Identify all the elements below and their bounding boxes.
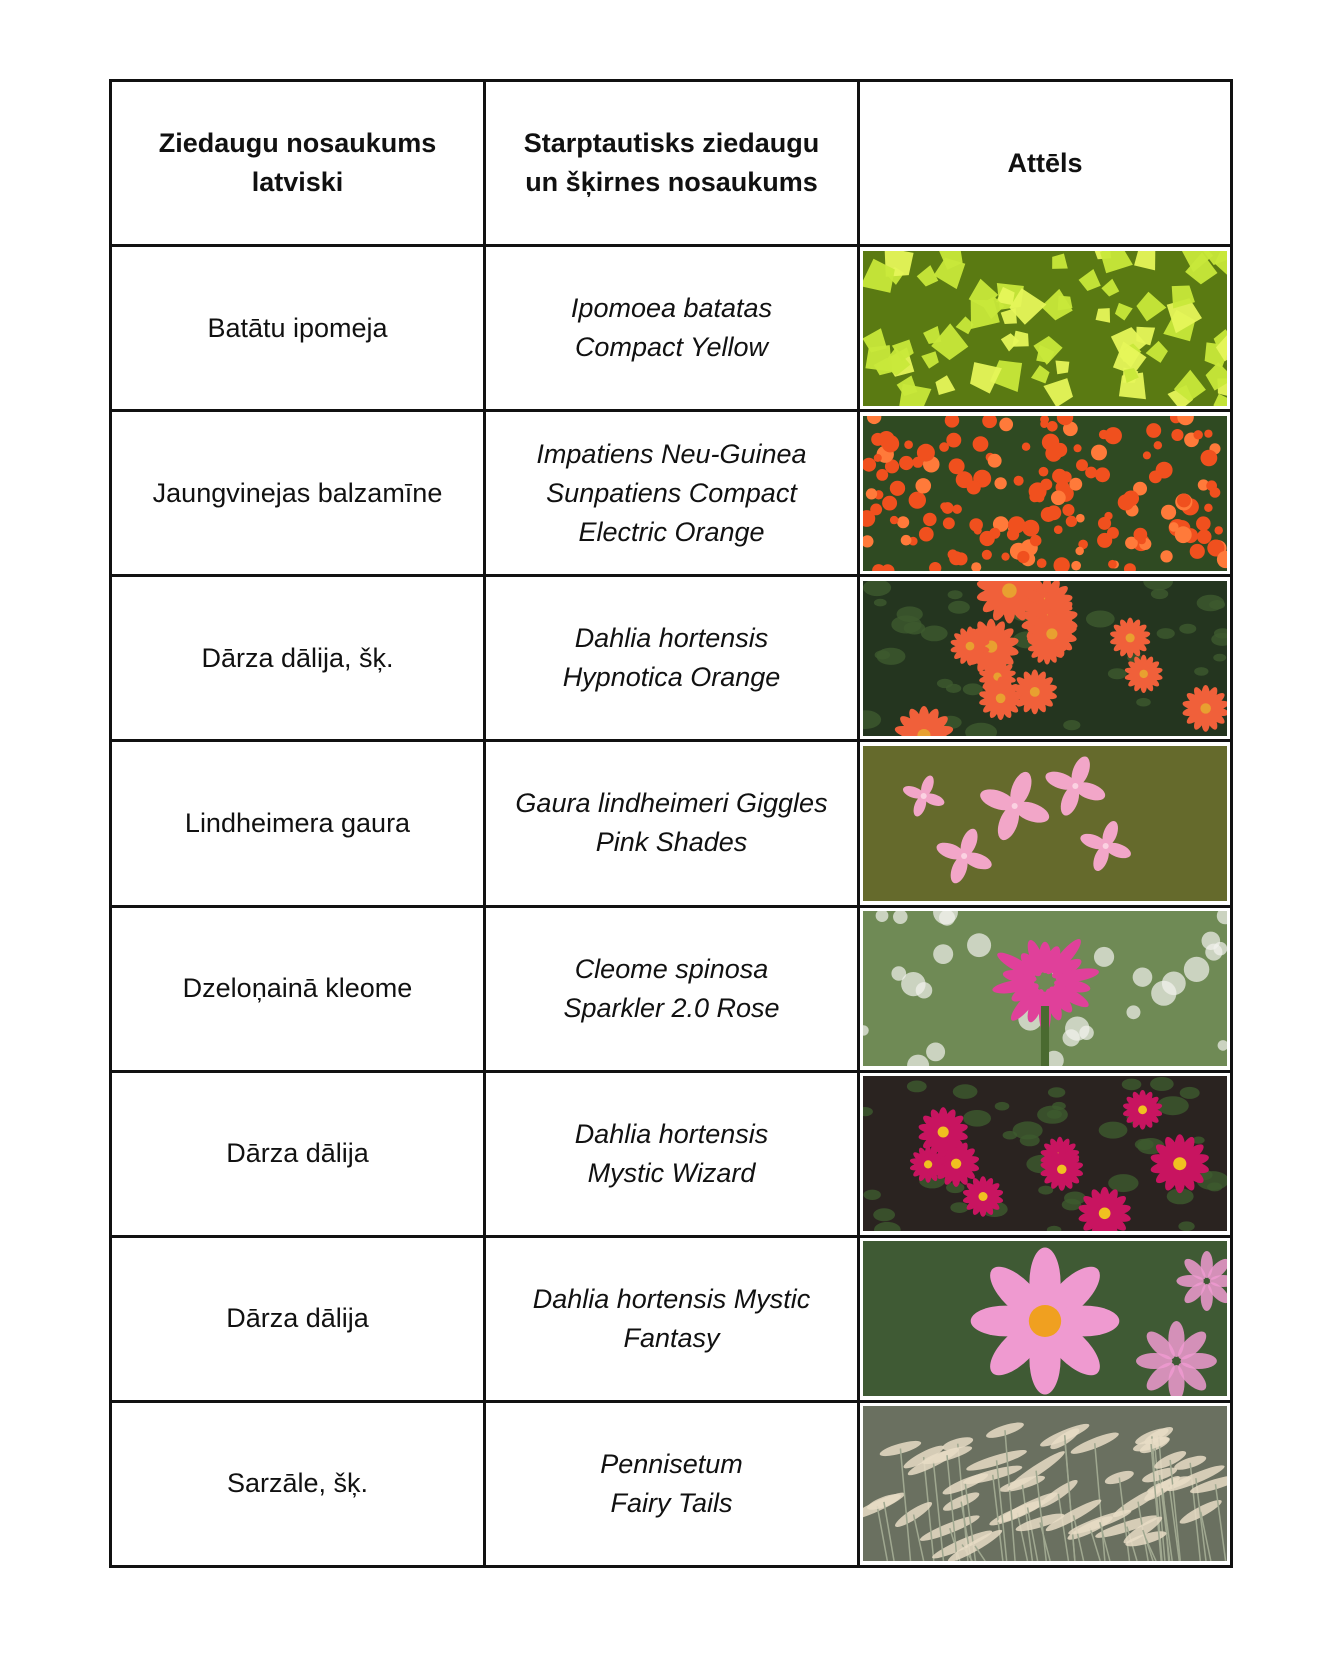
table-row [111, 576, 1232, 741]
international-name-line: Compact Yellow [574, 332, 769, 363]
header-image: Attēls [859, 81, 1232, 246]
flower-photo [863, 911, 1227, 1066]
international-name-cell [485, 576, 859, 741]
flower-table-container [109, 79, 1230, 1568]
table-row [111, 246, 1232, 411]
latvian-name-cell: Dzeloņainā kleome [111, 906, 485, 1071]
international-name-cell [485, 1236, 859, 1401]
international-name-line: Pink Shades [595, 827, 748, 858]
flower-photo [863, 251, 1227, 406]
flower-photo [863, 1076, 1227, 1231]
image-cell [859, 411, 1232, 576]
image-cell [859, 741, 1232, 906]
international-name-line: Dahlia hortensis Mystic [532, 1283, 811, 1314]
latvian-name-cell: Lindheimera gaura [111, 741, 485, 906]
international-name-line: Sparkler 2.0 Rose [563, 992, 780, 1023]
image-cell [859, 246, 1232, 411]
image-cell [859, 906, 1232, 1071]
table-row [111, 741, 1232, 906]
international-name-line: Fairy Tails [610, 1487, 733, 1518]
international-name-line: Dahlia hortensis [574, 1118, 769, 1149]
flower-photo [863, 1406, 1227, 1561]
table-row [111, 906, 1232, 1071]
latvian-name-cell: Dārza dālija, šķ. [111, 576, 485, 741]
flower-photo [863, 746, 1227, 901]
international-name-line: Cleome spinosa [574, 953, 769, 984]
flower-photo [863, 581, 1227, 736]
international-name-cell [485, 906, 859, 1071]
international-name-line: Hypnotica Orange [562, 662, 781, 693]
flower-photo [863, 416, 1227, 571]
flower-photo [863, 1241, 1227, 1396]
table-row [111, 411, 1232, 576]
latvian-name-cell: Sarzāle, šķ. [111, 1401, 485, 1566]
international-name-cell [485, 246, 859, 411]
flower-table [109, 79, 1233, 1568]
image-cell [859, 1401, 1232, 1566]
table-row [111, 1236, 1232, 1401]
latvian-name-cell: Dārza dālija [111, 1071, 485, 1236]
international-name-cell [485, 1071, 859, 1236]
international-name-line: Dahlia hortensis [574, 623, 769, 654]
table-row [111, 1401, 1232, 1566]
international-name-cell [485, 741, 859, 906]
table-header-row [111, 81, 1232, 246]
latvian-name-cell: Jaungvinejas balzamīne [111, 411, 485, 576]
international-name-line: Mystic Wizard [587, 1157, 756, 1188]
international-name-line: Impatiens Neu-Guinea [536, 438, 807, 469]
international-name-line: Gaura lindheimeri Giggles [515, 788, 828, 819]
image-cell [859, 1071, 1232, 1236]
international-name-cell [485, 1401, 859, 1566]
header-latvian-name: Ziedaugu nosaukums latviski [111, 81, 485, 246]
international-name-line: Sunpatiens Compact [546, 477, 797, 508]
table-row [111, 1071, 1232, 1236]
latvian-name-cell: Dārza dālija [111, 1236, 485, 1401]
latvian-name-cell: Batātu ipomeja [111, 246, 485, 411]
international-name-cell [485, 411, 859, 576]
header-international-name: Starptautisks ziedaugu un šķirnes nosaukums [485, 81, 859, 246]
international-name-line: Pennisetum [600, 1448, 743, 1479]
international-name-line: Fantasy [623, 1322, 720, 1353]
international-name-line: Ipomoea batatas [570, 293, 773, 324]
image-cell [859, 1236, 1232, 1401]
image-cell [859, 576, 1232, 741]
international-name-line: Electric Orange [578, 516, 765, 547]
